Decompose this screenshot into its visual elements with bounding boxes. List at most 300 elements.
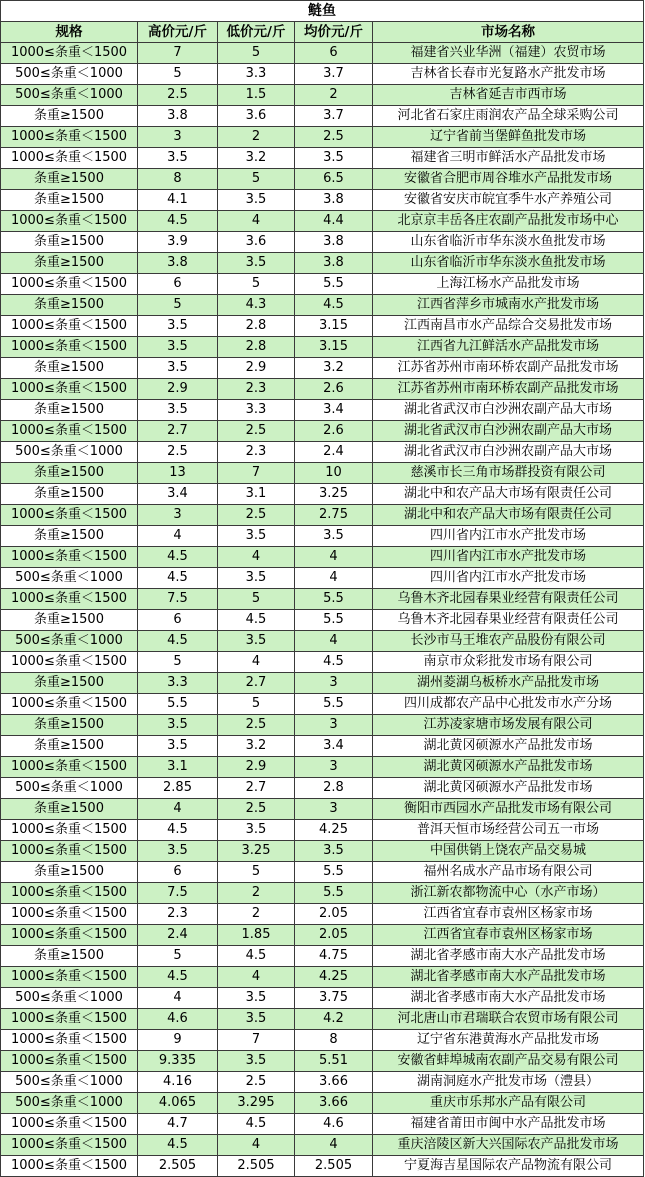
- cell-market-name: 湖北省武汉市白沙洲农副产品大市场: [373, 421, 644, 442]
- table-row: [1, 862, 644, 883]
- cell-spec: 1000≤条重＜1500: [1, 1156, 138, 1177]
- cell-spec: 条重≥1500: [1, 190, 138, 211]
- cell-low-price: 3.5: [218, 190, 295, 211]
- cell-low-price: 3.5: [218, 631, 295, 652]
- cell-avg-price: 6.5: [295, 169, 373, 190]
- table-row: [1, 778, 644, 799]
- cell-high-price: 4: [138, 988, 218, 1009]
- cell-avg-price: 3.8: [295, 190, 373, 211]
- cell-low-price: 3.25: [218, 841, 295, 862]
- table-row: [1, 841, 644, 862]
- cell-market-name: 江西省宜春市袁州区杨家市场: [373, 904, 644, 925]
- cell-high-price: 3.9: [138, 232, 218, 253]
- table-row: [1, 148, 644, 169]
- cell-spec: 条重≥1500: [1, 736, 138, 757]
- cell-market-name: 湖北黄冈硕源水产品批发市场: [373, 778, 644, 799]
- cell-low-price: 2.5: [218, 1072, 295, 1093]
- cell-spec: 1000≤条重＜1500: [1, 337, 138, 358]
- cell-high-price: 3.8: [138, 253, 218, 274]
- cell-low-price: 4.5: [218, 946, 295, 967]
- table-row: [1, 64, 644, 85]
- table-header-row: [1, 22, 644, 43]
- cell-market-name: 重庆市乐邦水产品有限公司: [373, 1093, 644, 1114]
- table-row: [1, 106, 644, 127]
- cell-spec: 1000≤条重＜1500: [1, 652, 138, 673]
- cell-high-price: 5: [138, 946, 218, 967]
- cell-market-name: 湖北中和农产品大市场有限责任公司: [373, 484, 644, 505]
- cell-low-price: 3.2: [218, 148, 295, 169]
- cell-high-price: 2.3: [138, 904, 218, 925]
- cell-spec: 条重≥1500: [1, 610, 138, 631]
- table-row: [1, 442, 644, 463]
- cell-high-price: 4: [138, 799, 218, 820]
- table-row: [1, 358, 644, 379]
- cell-market-name: 山东省临沂市华东淡水鱼批发市场: [373, 253, 644, 274]
- cell-spec: 1000≤条重＜1500: [1, 148, 138, 169]
- cell-low-price: 4: [218, 211, 295, 232]
- table-row: [1, 1156, 644, 1177]
- cell-avg-price: 5.5: [295, 862, 373, 883]
- cell-avg-price: 10: [295, 463, 373, 484]
- cell-avg-price: 3.7: [295, 64, 373, 85]
- cell-low-price: 2.3: [218, 442, 295, 463]
- cell-spec: 1000≤条重＜1500: [1, 820, 138, 841]
- cell-high-price: 3.5: [138, 841, 218, 862]
- cell-high-price: 3.5: [138, 358, 218, 379]
- cell-high-price: 4.5: [138, 211, 218, 232]
- cell-low-price: 2.7: [218, 778, 295, 799]
- table-row: [1, 547, 644, 568]
- table-row: [1, 568, 644, 589]
- cell-spec: 1000≤条重＜1500: [1, 904, 138, 925]
- cell-avg-price: 3.4: [295, 736, 373, 757]
- cell-high-price: 6: [138, 862, 218, 883]
- cell-low-price: 4.5: [218, 1114, 295, 1135]
- cell-avg-price: 3.15: [295, 337, 373, 358]
- cell-avg-price: 2.8: [295, 778, 373, 799]
- cell-market-name: 安徽省合肥市周谷堆水产品批发市场: [373, 169, 644, 190]
- cell-high-price: 3.4: [138, 484, 218, 505]
- cell-spec: 1000≤条重＜1500: [1, 1135, 138, 1156]
- cell-avg-price: 4.4: [295, 211, 373, 232]
- table-row: [1, 736, 644, 757]
- cell-high-price: 4: [138, 526, 218, 547]
- cell-spec: 1000≤条重＜1500: [1, 925, 138, 946]
- cell-high-price: 4.6: [138, 1009, 218, 1030]
- table-row: [1, 274, 644, 295]
- cell-low-price: 2.5: [218, 715, 295, 736]
- table-row: [1, 1051, 644, 1072]
- cell-market-name: 安徽省安庆市皖宜季牛水产养殖公司: [373, 190, 644, 211]
- table-title: 鲢鱼: [1, 1, 644, 22]
- cell-avg-price: 3.4: [295, 400, 373, 421]
- cell-avg-price: 3.8: [295, 232, 373, 253]
- cell-low-price: 3.5: [218, 253, 295, 274]
- cell-low-price: 5: [218, 589, 295, 610]
- cell-market-name: 吉林省长春市光复路水产批发市场: [373, 64, 644, 85]
- cell-high-price: 9.335: [138, 1051, 218, 1072]
- cell-market-name: 江西省萍乡市城南水产批发市场: [373, 295, 644, 316]
- cell-spec: 条重≥1500: [1, 862, 138, 883]
- table-row: [1, 946, 644, 967]
- cell-spec: 条重≥1500: [1, 715, 138, 736]
- cell-high-price: 3: [138, 505, 218, 526]
- cell-spec: 条重≥1500: [1, 526, 138, 547]
- table-row: [1, 400, 644, 421]
- cell-high-price: 5.5: [138, 694, 218, 715]
- table-row: [1, 883, 644, 904]
- cell-market-name: 山东省临沂市华东淡水鱼批发市场: [373, 232, 644, 253]
- cell-market-name: 宁夏海吉星国际农产品物流有限公司: [373, 1156, 644, 1177]
- table-row: [1, 253, 644, 274]
- cell-market-name: 江西南昌市水产品综合交易批发市场: [373, 316, 644, 337]
- header-high-price: 高价元/斤: [138, 22, 218, 43]
- cell-avg-price: 2.505: [295, 1156, 373, 1177]
- cell-low-price: 3.6: [218, 106, 295, 127]
- cell-market-name: 湖北黄冈硕源水产品批发市场: [373, 736, 644, 757]
- table-row: [1, 694, 644, 715]
- cell-market-name: 江西省宜春市袁州区杨家市场: [373, 925, 644, 946]
- cell-low-price: 4: [218, 547, 295, 568]
- cell-high-price: 4.5: [138, 547, 218, 568]
- table-title-row: [1, 1, 644, 22]
- cell-avg-price: 3.75: [295, 988, 373, 1009]
- table-row: [1, 1072, 644, 1093]
- cell-spec: 500≤条重＜1000: [1, 568, 138, 589]
- table-row: [1, 232, 644, 253]
- cell-avg-price: 4: [295, 1135, 373, 1156]
- cell-spec: 1000≤条重＜1500: [1, 1114, 138, 1135]
- table-row: [1, 379, 644, 400]
- table-row: [1, 190, 644, 211]
- cell-spec: 条重≥1500: [1, 400, 138, 421]
- cell-spec: 1000≤条重＜1500: [1, 757, 138, 778]
- cell-high-price: 2.5: [138, 85, 218, 106]
- table-row: [1, 1030, 644, 1051]
- cell-spec: 条重≥1500: [1, 799, 138, 820]
- cell-high-price: 4.5: [138, 1135, 218, 1156]
- cell-market-name: 衡阳市西园水产品批发市场有限公司: [373, 799, 644, 820]
- table-row: [1, 610, 644, 631]
- cell-high-price: 4.16: [138, 1072, 218, 1093]
- cell-high-price: 2.5: [138, 442, 218, 463]
- cell-market-name: 四川成都农产品中心批发市水产分场: [373, 694, 644, 715]
- cell-low-price: 4.5: [218, 610, 295, 631]
- cell-market-name: 福建省莆田市闽中水产品批发市场: [373, 1114, 644, 1135]
- cell-low-price: 2: [218, 127, 295, 148]
- cell-market-name: 河北唐山市君瑞联合农贸市场有限公司: [373, 1009, 644, 1030]
- cell-spec: 条重≥1500: [1, 946, 138, 967]
- table-row: [1, 505, 644, 526]
- cell-market-name: 湖北省武汉市白沙洲农副产品大市场: [373, 400, 644, 421]
- table-row: [1, 169, 644, 190]
- cell-spec: 1000≤条重＜1500: [1, 43, 138, 64]
- cell-low-price: 2.9: [218, 358, 295, 379]
- cell-market-name: 湖北省孝感市南大水产品批发市场: [373, 967, 644, 988]
- cell-avg-price: 4.5: [295, 652, 373, 673]
- cell-low-price: 2: [218, 883, 295, 904]
- cell-avg-price: 2.05: [295, 904, 373, 925]
- cell-avg-price: 5.51: [295, 1051, 373, 1072]
- cell-high-price: 3.5: [138, 316, 218, 337]
- cell-high-price: 4.7: [138, 1114, 218, 1135]
- cell-spec: 1000≤条重＜1500: [1, 1051, 138, 1072]
- table-row: [1, 316, 644, 337]
- cell-market-name: 辽宁省东港黄海水产品批发市场: [373, 1030, 644, 1051]
- cell-market-name: 福州名成水产品市场有限公司: [373, 862, 644, 883]
- cell-avg-price: 3.5: [295, 148, 373, 169]
- cell-spec: 500≤条重＜1000: [1, 778, 138, 799]
- cell-spec: 500≤条重＜1000: [1, 1072, 138, 1093]
- cell-avg-price: 2: [295, 85, 373, 106]
- cell-high-price: 2.9: [138, 379, 218, 400]
- cell-market-name: 江苏凌家塘市场发展有限公司: [373, 715, 644, 736]
- cell-spec: 1000≤条重＜1500: [1, 379, 138, 400]
- cell-avg-price: 3.5: [295, 841, 373, 862]
- cell-low-price: 1.85: [218, 925, 295, 946]
- cell-high-price: 4.5: [138, 820, 218, 841]
- table-row: [1, 589, 644, 610]
- cell-spec: 1000≤条重＜1500: [1, 1009, 138, 1030]
- cell-avg-price: 4.2: [295, 1009, 373, 1030]
- table-row: [1, 463, 644, 484]
- cell-low-price: 5: [218, 862, 295, 883]
- cell-low-price: 3.5: [218, 1051, 295, 1072]
- cell-low-price: 3.5: [218, 568, 295, 589]
- cell-low-price: 2.9: [218, 757, 295, 778]
- cell-high-price: 3.1: [138, 757, 218, 778]
- cell-low-price: 4.3: [218, 295, 295, 316]
- cell-spec: 1000≤条重＜1500: [1, 211, 138, 232]
- cell-high-price: 2.85: [138, 778, 218, 799]
- table-row: [1, 337, 644, 358]
- cell-avg-price: 2.4: [295, 442, 373, 463]
- cell-spec: 条重≥1500: [1, 295, 138, 316]
- cell-market-name: 江西省九江鲜活水产品批发市场: [373, 337, 644, 358]
- table-row: [1, 967, 644, 988]
- cell-low-price: 3.2: [218, 736, 295, 757]
- cell-low-price: 2.3: [218, 379, 295, 400]
- cell-spec: 1000≤条重＜1500: [1, 967, 138, 988]
- cell-spec: 1000≤条重＜1500: [1, 274, 138, 295]
- cell-spec: 500≤条重＜1000: [1, 988, 138, 1009]
- table-row: [1, 43, 644, 64]
- cell-avg-price: 3.5: [295, 526, 373, 547]
- cell-avg-price: 3.66: [295, 1072, 373, 1093]
- table-row: [1, 211, 644, 232]
- cell-high-price: 5: [138, 295, 218, 316]
- cell-high-price: 4.1: [138, 190, 218, 211]
- cell-avg-price: 5.5: [295, 610, 373, 631]
- cell-avg-price: 6: [295, 43, 373, 64]
- header-market-name: 市场名称: [373, 22, 644, 43]
- cell-avg-price: 2.6: [295, 379, 373, 400]
- cell-spec: 1000≤条重＜1500: [1, 127, 138, 148]
- cell-market-name: 四川省内江市水产批发市场: [373, 568, 644, 589]
- cell-avg-price: 4.25: [295, 820, 373, 841]
- cell-low-price: 3.3: [218, 400, 295, 421]
- cell-avg-price: 3.2: [295, 358, 373, 379]
- cell-low-price: 3.3: [218, 64, 295, 85]
- cell-high-price: 7.5: [138, 883, 218, 904]
- cell-high-price: 9: [138, 1030, 218, 1051]
- cell-low-price: 4: [218, 967, 295, 988]
- cell-high-price: 6: [138, 274, 218, 295]
- cell-low-price: 3.5: [218, 820, 295, 841]
- cell-high-price: 4.5: [138, 967, 218, 988]
- cell-low-price: 2.5: [218, 505, 295, 526]
- cell-spec: 500≤条重＜1000: [1, 64, 138, 85]
- cell-low-price: 3.5: [218, 988, 295, 1009]
- cell-high-price: 5: [138, 652, 218, 673]
- cell-market-name: 北京京丰岳各庄农副产品批发市场中心: [373, 211, 644, 232]
- table-row: [1, 85, 644, 106]
- cell-low-price: 7: [218, 1030, 295, 1051]
- cell-market-name: 福建省三明市鲜活水产品批发市场: [373, 148, 644, 169]
- cell-high-price: 3.5: [138, 337, 218, 358]
- table-row: [1, 988, 644, 1009]
- table-row: [1, 295, 644, 316]
- cell-market-name: 河北省石家庄雨润农产品全球采购公司: [373, 106, 644, 127]
- cell-market-name: 中国供销上饶农产品交易城: [373, 841, 644, 862]
- cell-market-name: 湖北省武汉市白沙洲农副产品大市场: [373, 442, 644, 463]
- cell-low-price: 3.6: [218, 232, 295, 253]
- table-row: [1, 1114, 644, 1135]
- cell-market-name: 辽宁省前当堡鲜鱼批发市场: [373, 127, 644, 148]
- cell-low-price: 4: [218, 652, 295, 673]
- cell-market-name: 上海江杨水产品批发市场: [373, 274, 644, 295]
- cell-high-price: 3.5: [138, 148, 218, 169]
- cell-high-price: 3.8: [138, 106, 218, 127]
- cell-low-price: 2.5: [218, 421, 295, 442]
- cell-avg-price: 3: [295, 715, 373, 736]
- cell-spec: 1000≤条重＜1500: [1, 694, 138, 715]
- cell-market-name: 慈溪市长三角市场群投资有限公司: [373, 463, 644, 484]
- cell-avg-price: 4.75: [295, 946, 373, 967]
- cell-low-price: 4: [218, 1135, 295, 1156]
- cell-high-price: 5: [138, 64, 218, 85]
- cell-spec: 1000≤条重＜1500: [1, 1030, 138, 1051]
- cell-avg-price: 4.5: [295, 295, 373, 316]
- cell-market-name: 四川省内江市水产批发市场: [373, 547, 644, 568]
- cell-avg-price: 4: [295, 547, 373, 568]
- cell-market-name: 安徽省蚌埠城南农副产品交易有限公司: [373, 1051, 644, 1072]
- header-spec: 规格: [1, 22, 138, 43]
- cell-avg-price: 5.5: [295, 589, 373, 610]
- cell-market-name: 湖南洞庭水产批发市场（澧县）: [373, 1072, 644, 1093]
- cell-low-price: 5: [218, 694, 295, 715]
- cell-market-name: 湖北黄冈硕源水产品批发市场: [373, 757, 644, 778]
- cell-low-price: 2.8: [218, 337, 295, 358]
- cell-market-name: 南京市众彩批发市场有限公司: [373, 652, 644, 673]
- cell-spec: 条重≥1500: [1, 106, 138, 127]
- cell-high-price: 6: [138, 610, 218, 631]
- cell-high-price: 7: [138, 43, 218, 64]
- cell-avg-price: 5.5: [295, 694, 373, 715]
- table-body: [1, 43, 644, 1177]
- table-row: [1, 1135, 644, 1156]
- cell-avg-price: 4.25: [295, 967, 373, 988]
- cell-avg-price: 2.6: [295, 421, 373, 442]
- cell-market-name: 普洱天恒市场经营公司五一市场: [373, 820, 644, 841]
- table-row: [1, 799, 644, 820]
- cell-low-price: 5: [218, 274, 295, 295]
- cell-avg-price: 3: [295, 757, 373, 778]
- cell-low-price: 2: [218, 904, 295, 925]
- header-avg-price: 均价元/斤: [295, 22, 373, 43]
- cell-spec: 1000≤条重＜1500: [1, 589, 138, 610]
- cell-market-name: 四川省内江市水产批发市场: [373, 526, 644, 547]
- table-row: [1, 484, 644, 505]
- cell-market-name: 重庆涪陵区新大兴国际农产品批发市场: [373, 1135, 644, 1156]
- cell-market-name: 江苏省苏州市南环桥农副产品批发市场: [373, 379, 644, 400]
- cell-high-price: 7.5: [138, 589, 218, 610]
- cell-high-price: 3.5: [138, 715, 218, 736]
- cell-spec: 条重≥1500: [1, 232, 138, 253]
- cell-avg-price: 3.7: [295, 106, 373, 127]
- cell-spec: 条重≥1500: [1, 358, 138, 379]
- table-row: [1, 925, 644, 946]
- cell-avg-price: 3: [295, 673, 373, 694]
- cell-spec: 500≤条重＜1000: [1, 631, 138, 652]
- cell-high-price: 2.505: [138, 1156, 218, 1177]
- cell-market-name: 乌鲁木齐北园春果业经营有限责任公司: [373, 610, 644, 631]
- cell-low-price: 2.8: [218, 316, 295, 337]
- cell-high-price: 2.4: [138, 925, 218, 946]
- cell-high-price: 8: [138, 169, 218, 190]
- cell-spec: 1000≤条重＜1500: [1, 547, 138, 568]
- cell-high-price: 4.5: [138, 568, 218, 589]
- table-row: [1, 1093, 644, 1114]
- cell-spec: 条重≥1500: [1, 253, 138, 274]
- table-row: [1, 1009, 644, 1030]
- cell-spec: 1000≤条重＜1500: [1, 421, 138, 442]
- cell-low-price: 5: [218, 43, 295, 64]
- table-row: [1, 421, 644, 442]
- cell-low-price: 7: [218, 463, 295, 484]
- cell-low-price: 2.5: [218, 799, 295, 820]
- cell-spec: 500≤条重＜1000: [1, 1093, 138, 1114]
- cell-market-name: 长沙市马王堆农产品股份有限公司: [373, 631, 644, 652]
- cell-spec: 1000≤条重＜1500: [1, 505, 138, 526]
- table-row: [1, 652, 644, 673]
- cell-low-price: 5: [218, 169, 295, 190]
- cell-avg-price: 3.25: [295, 484, 373, 505]
- cell-spec: 1000≤条重＜1500: [1, 883, 138, 904]
- cell-market-name: 吉林省延吉市西市场: [373, 85, 644, 106]
- cell-high-price: 3.3: [138, 673, 218, 694]
- table-row: [1, 904, 644, 925]
- cell-market-name: 乌鲁木齐北园春果业经营有限责任公司: [373, 589, 644, 610]
- cell-low-price: 2.505: [218, 1156, 295, 1177]
- cell-market-name: 湖北中和农产品大市场有限责任公司: [373, 505, 644, 526]
- cell-spec: 500≤条重＜1000: [1, 442, 138, 463]
- table-row: [1, 673, 644, 694]
- cell-spec: 1000≤条重＜1500: [1, 316, 138, 337]
- table-row: [1, 127, 644, 148]
- cell-market-name: 湖州菱湖乌板桥水产品批发市场: [373, 673, 644, 694]
- cell-low-price: 3.5: [218, 526, 295, 547]
- table-row: [1, 526, 644, 547]
- cell-avg-price: 3.8: [295, 253, 373, 274]
- cell-spec: 条重≥1500: [1, 673, 138, 694]
- cell-avg-price: 2.5: [295, 127, 373, 148]
- cell-avg-price: 4.6: [295, 1114, 373, 1135]
- cell-high-price: 3.5: [138, 736, 218, 757]
- cell-avg-price: 8: [295, 1030, 373, 1051]
- header-low-price: 低价元/斤: [218, 22, 295, 43]
- cell-spec: 1000≤条重＜1500: [1, 841, 138, 862]
